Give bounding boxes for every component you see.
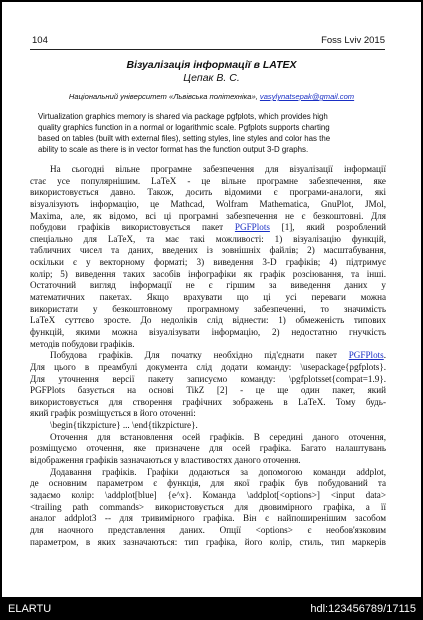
- body-line-text: Побудова графіків. Для початку необхідно під'єднати пакет: [50, 350, 349, 361]
- body-line: [30, 525, 386, 537]
- body-line: [30, 199, 386, 211]
- body-line-text: Для цього в преамбулі документа слід додати команду: \usepackage{pgfplots}.: [30, 361, 386, 372]
- abstract-line: based on tables (built with external files), setting styles, line styles and color has the: [38, 133, 331, 143]
- body-line-text: LaTeX суттєво зросте. До недоліків слід віднести: 1) обмеженість типових: [30, 315, 386, 326]
- body-line-text: візуалізують інформацію, це Mathcad, Wolfram Mathematica, GnuPlot, JMol,: [30, 198, 386, 209]
- body-line: [30, 397, 386, 409]
- body-line: [30, 350, 386, 362]
- paper-page: [2, 2, 421, 597]
- pgfplots-link[interactable]: PGFPlots: [348, 350, 384, 361]
- page-header: [32, 35, 385, 49]
- email-link[interactable]: vasylynatsepak@gmail.com: [259, 92, 355, 101]
- body-line: [30, 455, 386, 467]
- pgfplots-link[interactable]: PGFPlots: [234, 222, 270, 233]
- body-line: [30, 385, 386, 397]
- body-line-text: розміщуємо оточення, яке призначене для осей графіка. Багато налаштувань: [30, 443, 386, 454]
- body-line-text: Остаточний вигляд інформації не є гіршим за виведення даних у: [30, 280, 386, 291]
- body-line: [30, 245, 386, 257]
- body-line: [30, 537, 386, 549]
- body-line: [30, 234, 386, 246]
- body-line: [30, 187, 386, 199]
- body-line-text: Додавання графіків. Графіки додаються за допомогою команди addplot,: [50, 466, 386, 477]
- body-line: [30, 327, 386, 339]
- body-line-text: де основним параметром є функція, для якої графік був побудований та: [30, 478, 386, 489]
- body-line-text: використовується для створення графічних зображень в LaTeX. Тому будь-: [30, 396, 386, 407]
- body-line: [30, 315, 386, 327]
- body-line-text: [1], який розроблений: [269, 222, 386, 233]
- body-line: [30, 257, 386, 269]
- abstract-line: ability to scale as there is in vector format has the function output 3-D graphs.: [38, 144, 309, 154]
- body-line-text: PGFPlots базується на основі TikZ [2] - це ще один пакет, який: [30, 385, 386, 396]
- body-line: [30, 176, 386, 188]
- body-line-text: методів побудови графіків.: [30, 338, 135, 349]
- body-line: [30, 339, 386, 351]
- affiliation: [22, 92, 401, 101]
- body-line-text: функцій, якими можна візуалізувати інформацію, 2) недостатню гнучкість: [30, 326, 386, 337]
- abstract-line: Virtualization graphics memory is shared via package pgfplots, which provides high: [38, 112, 328, 121]
- body-line-text: Оточення для встановлення осей графіків. В середині даного оточення,: [50, 431, 386, 442]
- body-line-text: відображення графіків зазначаються у властивостях даного оточення.: [30, 455, 301, 466]
- body-line: [30, 222, 386, 234]
- affiliation-text: Національний університет «Львівська політехніка»,: [68, 92, 260, 101]
- body-line: [30, 513, 386, 525]
- body-line-text: задаємо колір: \addplot[blue] {e^x}. Команда \addplot[<options>] <input data>: [30, 489, 386, 500]
- body-line: [30, 443, 386, 455]
- body-line: [30, 408, 386, 420]
- body-line-text: колір; 5) виведення таких засобів інфографіки як графік розсіювання, та інші.: [30, 268, 386, 279]
- body-line-text: використовується давно. Також, досить відомими є програми-аналоги, які: [30, 187, 386, 198]
- body-line: [30, 292, 386, 304]
- body-line-text: математичних пакетах. Якщо врахувати що ці усі переваги можна: [30, 292, 386, 303]
- conference-name: Foss Lviv 2015: [321, 35, 385, 46]
- body-line-text: використати у безкоштовному програмному забезпеченні, то значимість: [30, 303, 386, 314]
- body-line: [30, 362, 386, 374]
- body-line-text: аналог addplot3 -- для тривимірного графіка. Він є найпоширенішим засобом: [30, 513, 386, 524]
- body-line: [30, 211, 386, 223]
- body-line-text: Для уточнення версії пакету записуємо команду: \pgfplotsset{compat=1.9}.: [30, 373, 386, 384]
- body-line-text: \begin{tikzpicture} ... \end{tikzpicture}.: [50, 420, 198, 431]
- footer-handle: hdl:123456789/17115: [310, 603, 416, 615]
- body-line: [30, 304, 386, 316]
- paper-author: Цепак В. С.: [183, 72, 240, 84]
- body-line: [30, 432, 386, 444]
- body-text: [30, 164, 386, 548]
- body-line-text: який графік розміщується в його оточенні:: [30, 408, 196, 419]
- body-line-text: .: [383, 350, 386, 361]
- body-line-text: спеціально для LaTeX, та має такі можливості: 1) візуалізацію функцій,: [30, 233, 386, 244]
- body-line: [30, 374, 386, 386]
- header-rule: [30, 49, 385, 50]
- abstract: [38, 112, 384, 156]
- body-line-text: табличних чисел та даних, введених із зовнішніх файлів; 2) масштабування,: [30, 245, 386, 256]
- body-line: [30, 502, 386, 514]
- body-line-text: оскільки є у векторному форматі; 3) виведення 3-D графіків; 4) підтримує: [30, 257, 386, 268]
- body-line-text: стає усе популярнішим. LaTeX - це вільне програмне забезпечення, яке: [30, 175, 386, 186]
- body-line-text: параметром, в яких зазначаються: тип графіка, його колір, стиль, тип маркерів: [30, 536, 386, 547]
- body-line-text: Maxima, але, як відомо, всі ці програмні забезпечення не є безкоштовні. Для: [30, 210, 386, 221]
- paper-title: Візуалізація інформації в LATEX: [126, 59, 297, 71]
- body-line: [30, 478, 386, 490]
- footer-source: ELARTU: [8, 603, 52, 615]
- body-line-text: побудови графіків використовується пакет: [30, 222, 235, 233]
- body-line: [30, 280, 386, 292]
- page-number: 104: [32, 35, 48, 46]
- body-line: [30, 467, 386, 479]
- body-line: [30, 490, 386, 502]
- body-line-text: <trailing path commands> використовується для двовимірного графіка, а її: [30, 501, 386, 512]
- body-line: [30, 269, 386, 281]
- body-line-text: для наочного представлення даних. Опції <options> є необов'язковим: [30, 524, 386, 535]
- body-line: [30, 164, 386, 176]
- abstract-line: quality graphics function in a normal or logarithmic scale. Pgfplots supports charting: [38, 122, 330, 132]
- body-line: [30, 420, 386, 432]
- body-line-text: На сьогодні вільне програмне забезпечення для візуалізації інформації: [50, 164, 386, 174]
